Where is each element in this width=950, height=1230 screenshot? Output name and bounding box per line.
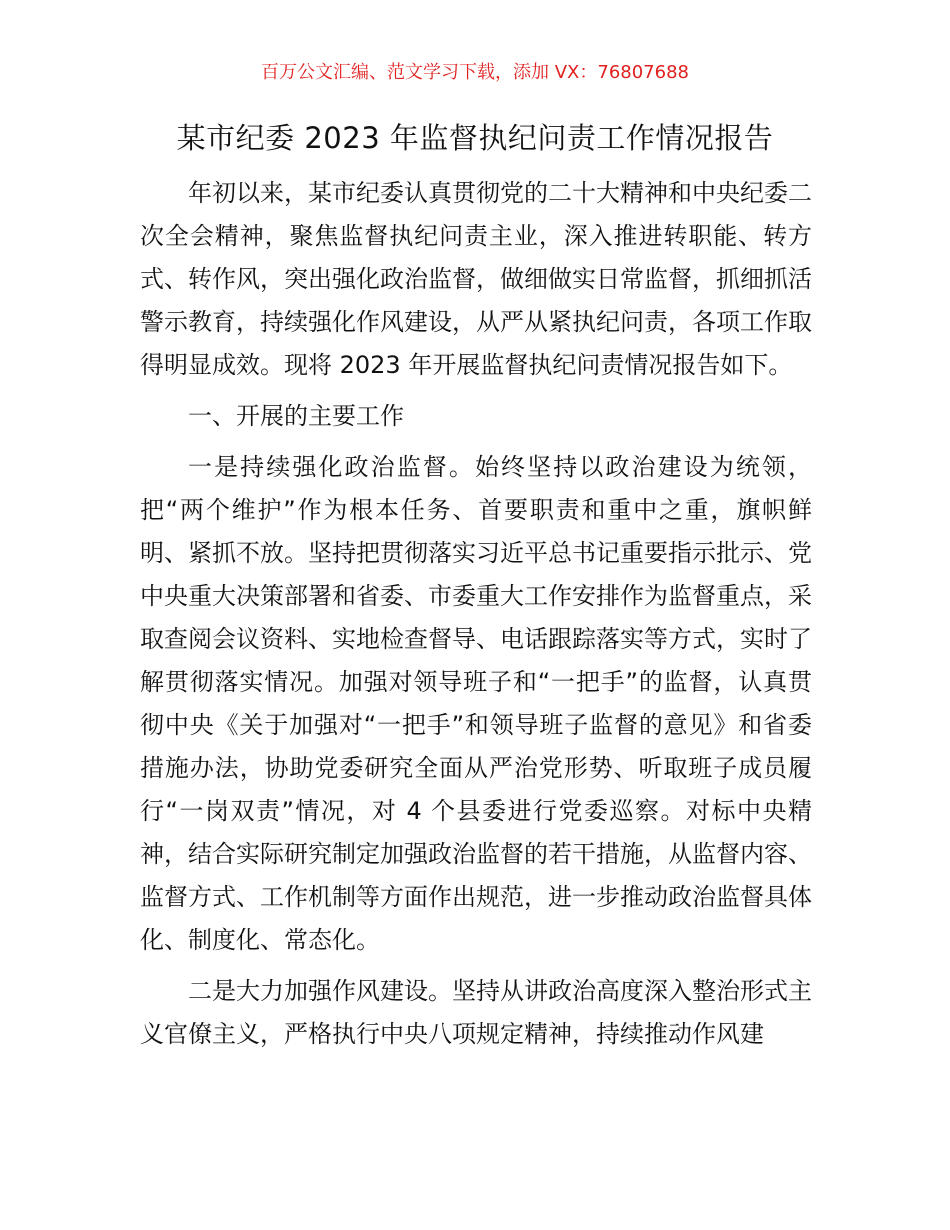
paragraph-political-supervision: 一是持续强化政治监督。始终坚持以政治建设为统领，把“两个维护”作为根本任务、首要职责和重中之重，旗帜鲜明、紧抓不放。坚持把贯彻落实习近平总书记重要指示批示、党中央重大决策部署和省委、市委重大工作安排作为监督重点，采取查阅会议资料、实地检查督导、电话跟踪落实等方式，实时了解贯彻落实情况。加强对领导班子和“一把手”的监督，认真贯彻中央《关于加强对“一把手”和领导班子监督的意见》和省委措施办法，协助党委研究全面从严治党形势、听取班子成员履行“一岗双责”情况，对 4 个县委进行党委巡察。对标中央精神，结合实际研究制定加强政治监督的若干措施，从监督内容、监督方式、工作机制等方面作出规范，进一步推动政治监督具体化、制度化、常态化。 [140, 453, 812, 954]
paragraph-intro: 年初以来，某市纪委认真贯彻党的二十大精神和中央纪委二次全会精神，聚焦监督执纪问责主业，深入推进转职能、转方式、转作风，突出强化政治监督，做细做实日常监督，抓细抓活警示教育，持续强化作风建设，从严从紧执纪问责，各项工作取得明显成效。现将 2023 年开展监督执纪问责情况报告如下。 [140, 179, 812, 379]
promo-header: 百万公文汇编、范文学习下载，添加 VX：76807688 [261, 62, 689, 83]
document-title: 某市纪委 2023 年监督执纪问责工作情况报告 [176, 121, 774, 155]
document-body [140, 172, 812, 1056]
section-heading: 一、开展的主要工作 [188, 402, 404, 430]
paragraph-work-style: 二是大力加强作风建设。坚持从讲政治高度深入整治形式主义官僚主义，严格执行中央八项规定精神，持续推动作风建 [140, 977, 812, 1048]
